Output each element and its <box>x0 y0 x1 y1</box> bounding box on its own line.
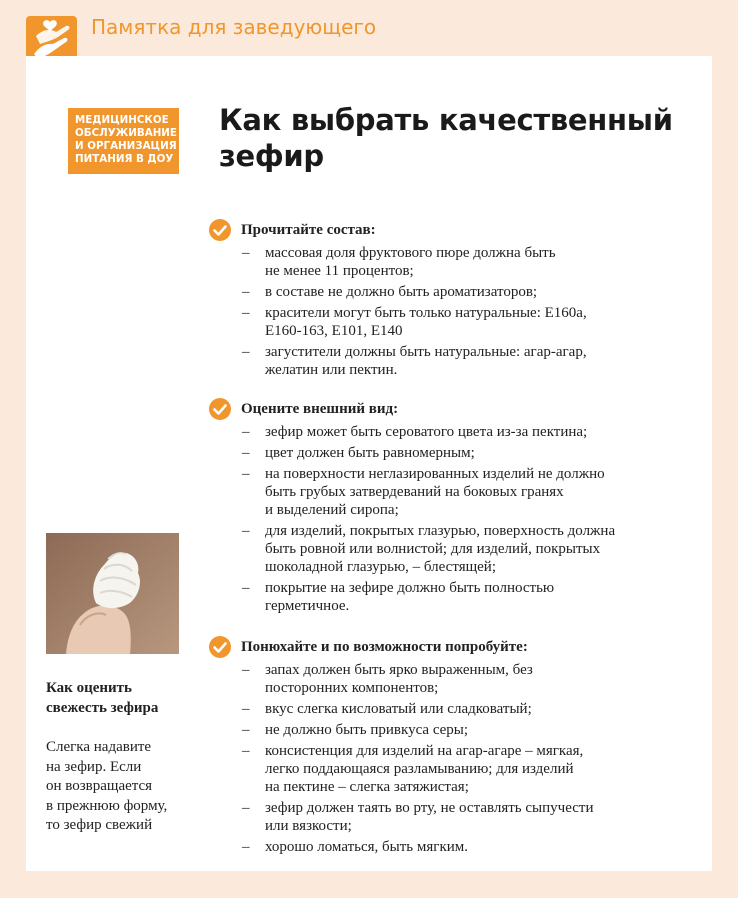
list-item: – красители могут быть только натуральные: Е160а, Е160-163, Е101, Е140 <box>209 304 679 340</box>
list-item: – вкус слегка кисловатый или сладковатый; <box>209 700 679 718</box>
badge-line: ПИТАНИЯ В ДОУ <box>75 153 174 165</box>
list-item: – зефир может быть сероватого цвета из-за пектина; <box>209 423 679 441</box>
badge-line: ОБСЛУЖИВАНИЕ <box>75 127 177 139</box>
list-item: – цвет должен быть равномерным; <box>209 444 679 462</box>
check-circle-icon <box>209 398 231 420</box>
section-composition <box>209 219 679 382</box>
list-item: – не должно быть привкуса серы; <box>209 721 679 739</box>
section-smell-taste <box>209 636 679 859</box>
section-appearance <box>209 398 679 618</box>
badge-line: МЕДИЦИНСКОЕ <box>75 114 169 126</box>
page-title: Как выбрать качественный зефир <box>219 103 673 173</box>
zephyr-photo <box>46 533 179 654</box>
header-title: Памятка для заведующего <box>91 15 377 39</box>
list-item: – покрытие на зефире должно быть полностью герметичное. <box>209 579 679 615</box>
list-item: – запах должен быть ярко выраженным, без посторонних компонентов; <box>209 661 679 697</box>
list-item: – на поверхности неглазированных изделий не должно быть грубых затвердеваний на боковых гранях и выделений сиропа; <box>209 465 679 519</box>
list-item: – консистенция для изделий на агар-агаре – мягкая, легко поддающаяся разламыванию; для изделий на пектине – слегка затяжистая; <box>209 742 679 796</box>
badge-line: И ОРГАНИЗАЦИЯ <box>75 140 177 152</box>
check-circle-icon <box>209 219 231 241</box>
list-item: – зефир должен таять во рту, не оставлять сыпучести или вязкости; <box>209 799 679 835</box>
sidebar-text: Слегка надавите на зефир. Если он возвращается в прежнюю форму, то зефир свежий <box>46 739 168 833</box>
list-item: – хорошо ломаться, быть мягким. <box>209 838 679 856</box>
list-item: – загустители должны быть натуральные: агар-агар, желатин или пектин. <box>209 343 679 379</box>
section-heading: Оцените внешний вид: <box>241 400 399 417</box>
category-badge <box>68 108 179 174</box>
section-heading: Прочитайте состав: <box>241 221 376 238</box>
zephyr-in-hand-photo <box>46 533 179 654</box>
list-item: – в составе не должно быть ароматизаторов; <box>209 283 679 301</box>
sidebar-title: Как оценить свежесть зефира <box>46 680 159 716</box>
list-item: – для изделий, покрытых глазурью, поверхность должна быть ровной или волнистой; для изделий, покрытых шоколадной глазурью, – блестящей; <box>209 522 679 576</box>
check-circle-icon <box>209 636 231 658</box>
list-item: – массовая доля фруктового пюре должна быть не менее 11 процентов; <box>209 244 679 280</box>
section-heading: Понюхайте и по возможности попробуйте: <box>241 638 528 655</box>
